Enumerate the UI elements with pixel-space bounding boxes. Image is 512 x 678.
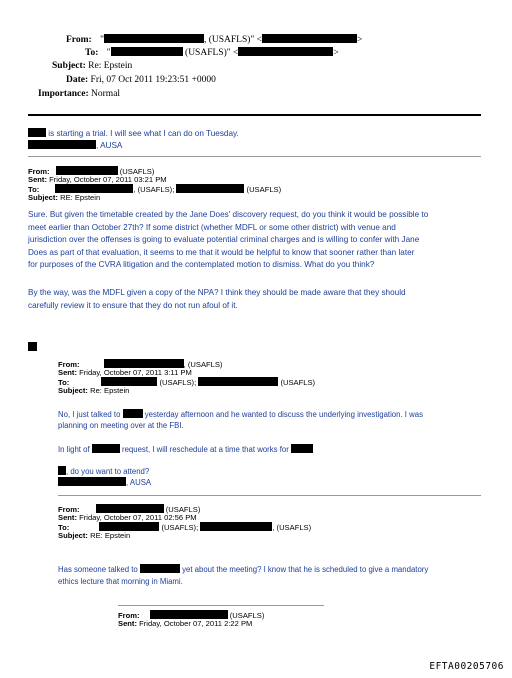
email4-sent-row	[58, 513, 197, 522]
email2-p2-line: By the way, was the MDFL given a copy of the NPA? I think they should be made aware that they should	[28, 288, 406, 297]
email3-to-value2: (USAFLS)	[278, 378, 316, 387]
header-importance-row	[38, 89, 120, 99]
email3-sig-text: , AUSA	[126, 478, 152, 487]
header-to-quote: "	[106, 48, 111, 58]
email3-line4	[58, 466, 149, 476]
separator-line	[118, 605, 324, 606]
email2-p1-line: jurisdiction over the offenses is going to evaluate potential criminal charges and is willing to confer with Jane	[28, 235, 420, 244]
email4-from-value: (USAFLS)	[163, 505, 201, 514]
email2-sent-row	[28, 175, 167, 184]
email4-sent-label: Sent:	[58, 513, 77, 522]
redaction-block	[28, 342, 37, 351]
email4-sent-value: Friday, October 07, 2011 02:56 PM	[79, 513, 197, 522]
header-to-end: >	[333, 48, 339, 58]
redaction-block	[104, 34, 204, 43]
email4-line1	[58, 564, 428, 574]
reply1-text: is starting a trial. I will see what I can do on Tuesday.	[46, 129, 239, 138]
header-subject-row	[52, 61, 132, 71]
redaction-block	[198, 377, 278, 386]
email3-sent-row	[58, 368, 192, 377]
header-date-row	[66, 75, 216, 85]
reply1-signature	[28, 140, 122, 150]
email2-from-label: From:	[28, 167, 50, 176]
email4-to-value2: , (USAFLS)	[272, 523, 312, 532]
header-divider	[28, 114, 481, 116]
email5-sent-value: Friday, October 07, 2011 2:22 PM	[139, 619, 253, 628]
header-to-label: To:	[85, 48, 99, 58]
email3-text: In light of	[58, 445, 92, 454]
email3-sent-label: Sent:	[58, 368, 77, 377]
header-from-label: From:	[66, 35, 92, 45]
email4-text: ethics lecture that morning in Miami.	[58, 577, 183, 586]
email3-to-label: To:	[58, 378, 70, 387]
redaction-block	[56, 166, 118, 175]
email4-from-label: From:	[58, 505, 80, 514]
redaction-block	[92, 444, 120, 453]
redaction-block	[55, 184, 133, 193]
email3-subject-value: Re: Epstein	[90, 386, 130, 395]
email2-p1-line: meet earlier than October 27th? If some district (whether MDFL or some other district) with venue and	[28, 222, 396, 232]
email3-sent-value: Friday, October 07, 2011 3:11 PM	[79, 368, 192, 377]
redaction-block	[104, 359, 184, 368]
redaction-block	[291, 444, 313, 453]
email3-text: planning on meeting over at the FBI.	[58, 421, 184, 430]
header-from-quote: "	[100, 35, 104, 45]
reply1-sig-text: , AUSA	[96, 141, 123, 150]
redaction-block	[140, 564, 180, 573]
email2-to-value2: (USAFLS)	[244, 185, 282, 194]
reply1-line1	[28, 128, 239, 138]
header-from-suffix: , (USAFLS)" <	[203, 35, 263, 45]
email3-subject-label: Subject:	[58, 386, 88, 395]
email3-from-value: , (USAFLS)	[183, 360, 223, 369]
email2-p1-line: Sure. But given the timetable created by the Jane Does' discovery request, do you think it would be possible to	[28, 210, 429, 219]
redaction-block	[101, 377, 157, 386]
email3-text: , do you want to attend?	[66, 467, 150, 476]
header-importance-value: Normal	[91, 89, 121, 99]
email3-from-label: From:	[58, 360, 80, 369]
email5-sent-label: Sent:	[118, 619, 137, 628]
redaction-block	[28, 140, 96, 149]
email2-body-paragraph1	[28, 209, 428, 272]
email2-from-value: (USAFLS)	[117, 167, 155, 176]
redaction-block	[123, 409, 143, 418]
email5-from-label: From:	[118, 611, 140, 620]
redaction-block	[99, 522, 159, 531]
email4-subject-value: RE: Epstein	[90, 531, 131, 540]
email4-line2	[58, 577, 183, 586]
email4-to-value1: (USAFLS);	[159, 523, 199, 532]
email3-line2	[58, 421, 184, 430]
redaction-block	[111, 47, 183, 56]
redaction-block	[200, 522, 272, 531]
email3-subject-row	[58, 386, 129, 395]
email2-sent-label: Sent:	[28, 175, 47, 184]
email2-to-value1: , (USAFLS);	[133, 185, 175, 194]
email5-sent-row	[118, 619, 252, 628]
redaction-block	[58, 477, 126, 486]
email4-text: yet about the meeting? I know that he is scheduled to give a mandatory	[179, 565, 429, 574]
email2-subject-value: RE: Epstein	[60, 193, 101, 202]
header-date-value: Fri, 07 Oct 2011 19:23:51 +0000	[90, 75, 216, 85]
redaction-block	[28, 128, 46, 137]
email4-to-label: To:	[58, 523, 70, 532]
bates-number: EFTA00205706	[429, 661, 504, 672]
separator-line	[58, 495, 481, 496]
email3-to-value1: (USAFLS);	[157, 378, 197, 387]
redaction-block	[238, 47, 333, 56]
header-from-row	[66, 34, 362, 45]
email2-subject-label: Subject:	[28, 193, 58, 202]
email4-subject-label: Subject:	[58, 531, 88, 540]
email2-to-label: To:	[28, 185, 40, 194]
email2-body-paragraph2	[28, 287, 406, 312]
redaction-block	[96, 504, 164, 513]
header-from-end: >	[357, 35, 363, 45]
redaction-block	[262, 34, 357, 43]
email3-line3	[58, 444, 313, 454]
email4-subject-row	[58, 531, 130, 540]
header-date-label: Date:	[66, 75, 89, 85]
email3-line1	[58, 409, 423, 419]
header-to-row	[85, 47, 339, 58]
email2-subject-row	[28, 193, 100, 202]
redaction-block	[58, 466, 66, 475]
email4-text: Has someone talked to	[58, 565, 140, 574]
redaction-block	[176, 184, 244, 193]
separator-line	[28, 156, 481, 157]
email2-p1-line: Does as part of that evaluation, it seems to me that it would be helpful to know that sooner rather than later	[28, 247, 415, 257]
email3-text: yesterday afternoon and he wanted to discuss the underlying investigation. I was	[142, 410, 424, 419]
email2-sent-value: Friday, October 07, 2011 03:21 PM	[49, 175, 167, 184]
redaction-block	[150, 610, 228, 619]
header-subject-value: Re: Epstein	[88, 61, 133, 71]
header-importance-label: Importance:	[38, 89, 89, 99]
email3-signature	[58, 477, 151, 487]
email3-text: request, I will reschedule at a time that works for	[119, 445, 289, 454]
email5-from-value: (USAFLS)	[227, 611, 265, 620]
header-subject-label: Subject:	[52, 61, 86, 71]
header-to-suffix: (USAFLS)" <	[182, 48, 239, 58]
email2-p1-line: for purposes of the CVRA litigation and the contemplated motion to dismiss. What do you think?	[28, 260, 375, 269]
email2-p2-line: carefully review it to ensure that they do not run afoul of it.	[28, 300, 238, 310]
email3-text: No, I just talked to	[58, 410, 123, 419]
